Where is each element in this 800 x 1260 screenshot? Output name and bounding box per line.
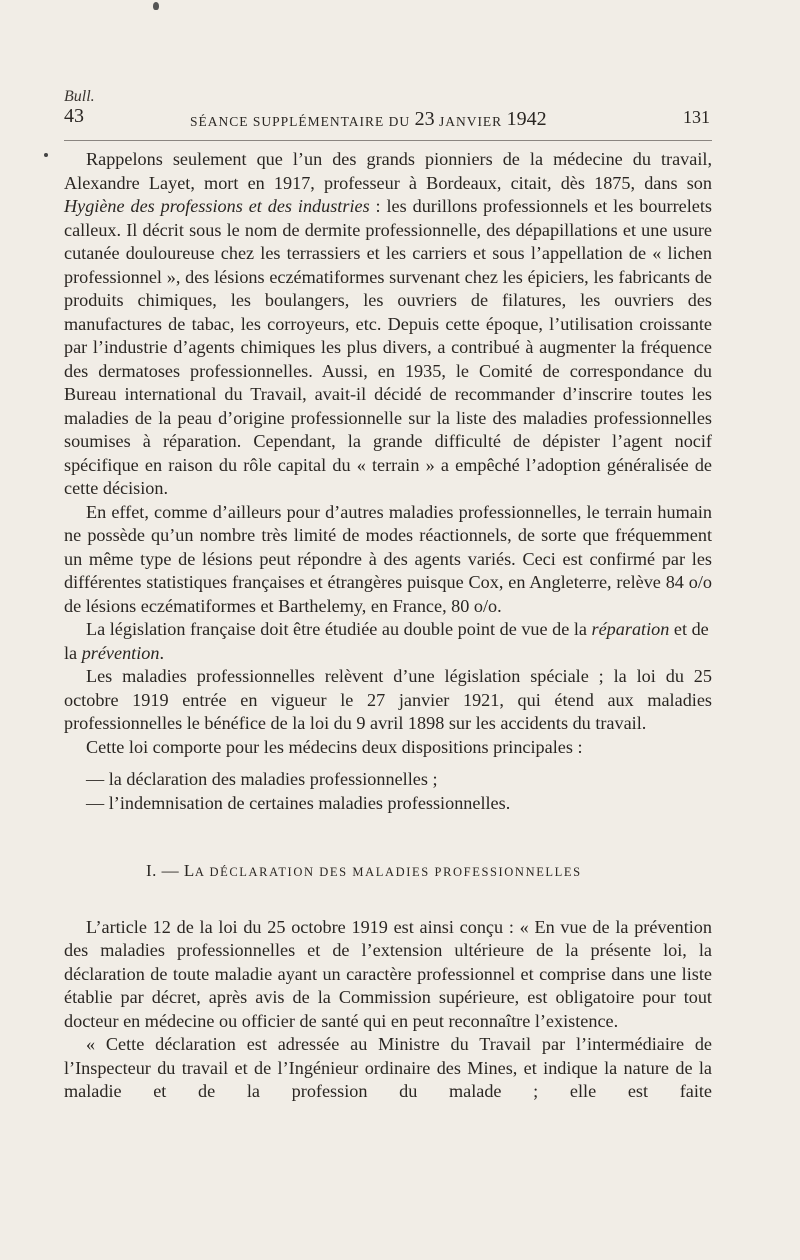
section-numeral: I. — (146, 861, 184, 880)
header-day: 23 (414, 108, 435, 130)
p1-text-b: : les durillons professionnels et les bourrelets calleux. Il décrit sous le nom de dermite professionnelle, des dépapillations et une usure cutanée douloureuse chez les terrassiers et les carriers et sous l’appellation de « lichen professionnel », des lésions eczématiformes survenant chez les épiciers, les fabricants de produits chimiques, les boulangers, les ouvriers de filatures, les ouvriers des manufactures de tabac, les corroyeurs, etc. Depuis cette époque, l’utilisation croissante par l’industrie d’agents chimiques les plus divers, a contribué à augmenter la fréquence des dermatoses professionnelles. Aussi, en 1935, le Comité de correspondance du Bureau international du Travail, avait-il décidé de recommander d’inscrire toutes les maladies de la peau d’origine professionnelle sur la liste des maladies professionnelles soumises à réparation. Cependant, la grande difficulté de dépister l’agent nocif spécifique en raison du rôle capital du « terrain » a empêché l’adoption généralisée de cette décision. (64, 196, 712, 498)
dash-item-2: — l’indemnisation de certaines maladies professionnelles. (86, 792, 511, 813)
header-rule (64, 140, 712, 141)
p3-emph-prevention: prévention (81, 642, 160, 663)
journal-abbrev: Bull. (64, 88, 95, 105)
p3-text-a: La législation française doit être étudiée au double point de vue de la (86, 619, 592, 639)
header-title-part1: SÉANCE SUPPLÉMENTAIRE DU (190, 114, 415, 129)
paragraph-2: En effet, comme d’ailleurs pour d’autres maladies professionnelles, le terrain humain ne possède qu’un nombre très limité de modes réactionnels, de sorte que fréquemment un même type de lésions peut répondre à des agents variés. Ceci est confirmé par les différentes statistiques françaises et étrangères puisque Cox, en Angleterre, relève 84 o/o de lésions eczématiformes et Barthelemy, en France, 80 o/o. (64, 501, 712, 616)
body-text (64, 148, 712, 1104)
section-initial: L (183, 861, 195, 880)
header-year: 1942 (506, 108, 547, 130)
p1-book-title: Hygiène des professions et des industries (64, 196, 370, 216)
p3-text-c: . (159, 642, 165, 663)
paragraph-7: « Cette déclaration est adressée au Ministre du Travail par l’intermédiaire de l’Inspecteur du travail et de l’Ingénieur ordinaire des Mines, et indique la nature de la maladie et de la profession du malade ; elle est faite (64, 1034, 712, 1101)
paragraph-5: Cette loi comporte pour les médecins deux dispositions principales : (86, 736, 583, 757)
scan-speck (153, 2, 159, 10)
paragraph-6: L’article 12 de la loi du 25 octobre 1919 est ainsi conçu : « En vue de la prévention des maladies professionnelles et de l’extension ultérieure de la présente loi, la déclaration de toute maladie ayant un caractère professionnel et comprise dans une liste établie par décret, après avis de la Commission supérieure, est obligatoire pour tout docteur en médecine ou officier de santé qui en peut reconnaître l’existence. (64, 916, 712, 1031)
paragraph-4: Les maladies professionnelles relèvent d’une législation spéciale ; la loi du 25 octobre 1919 entrée en vigueur le 27 janvier 1921, qui étend aux maladies professionnelles le bénéfice de la loi du 9 avril 1898 sur les accidents du travail. (64, 666, 712, 733)
header-title-part2: JANVIER (434, 114, 507, 129)
volume-number: 43 (64, 105, 84, 127)
paragraph-3 (64, 618, 712, 665)
header-title (190, 109, 547, 132)
p1-text-a: Rappelons seulement que l’un des grands pionniers de la médecine du travail, Alexandre Layet, mort en 1917, professeur à Bordeaux, citait, dès 1875, dans son (64, 149, 712, 193)
p3-emph-reparation: réparation (591, 619, 670, 639)
section-title-rest: A DÉCLARATION DES MALADIES PROFESSIONNELLES (194, 865, 582, 879)
p3-text-b: et de la (64, 619, 709, 663)
margin-dot (44, 153, 48, 157)
page-number: 131 (683, 107, 710, 127)
dash-item-1: — la déclaration des maladies professionnelles ; (86, 769, 438, 789)
running-header (64, 103, 712, 131)
paragraph-1 (64, 148, 712, 501)
section-heading (64, 859, 712, 885)
